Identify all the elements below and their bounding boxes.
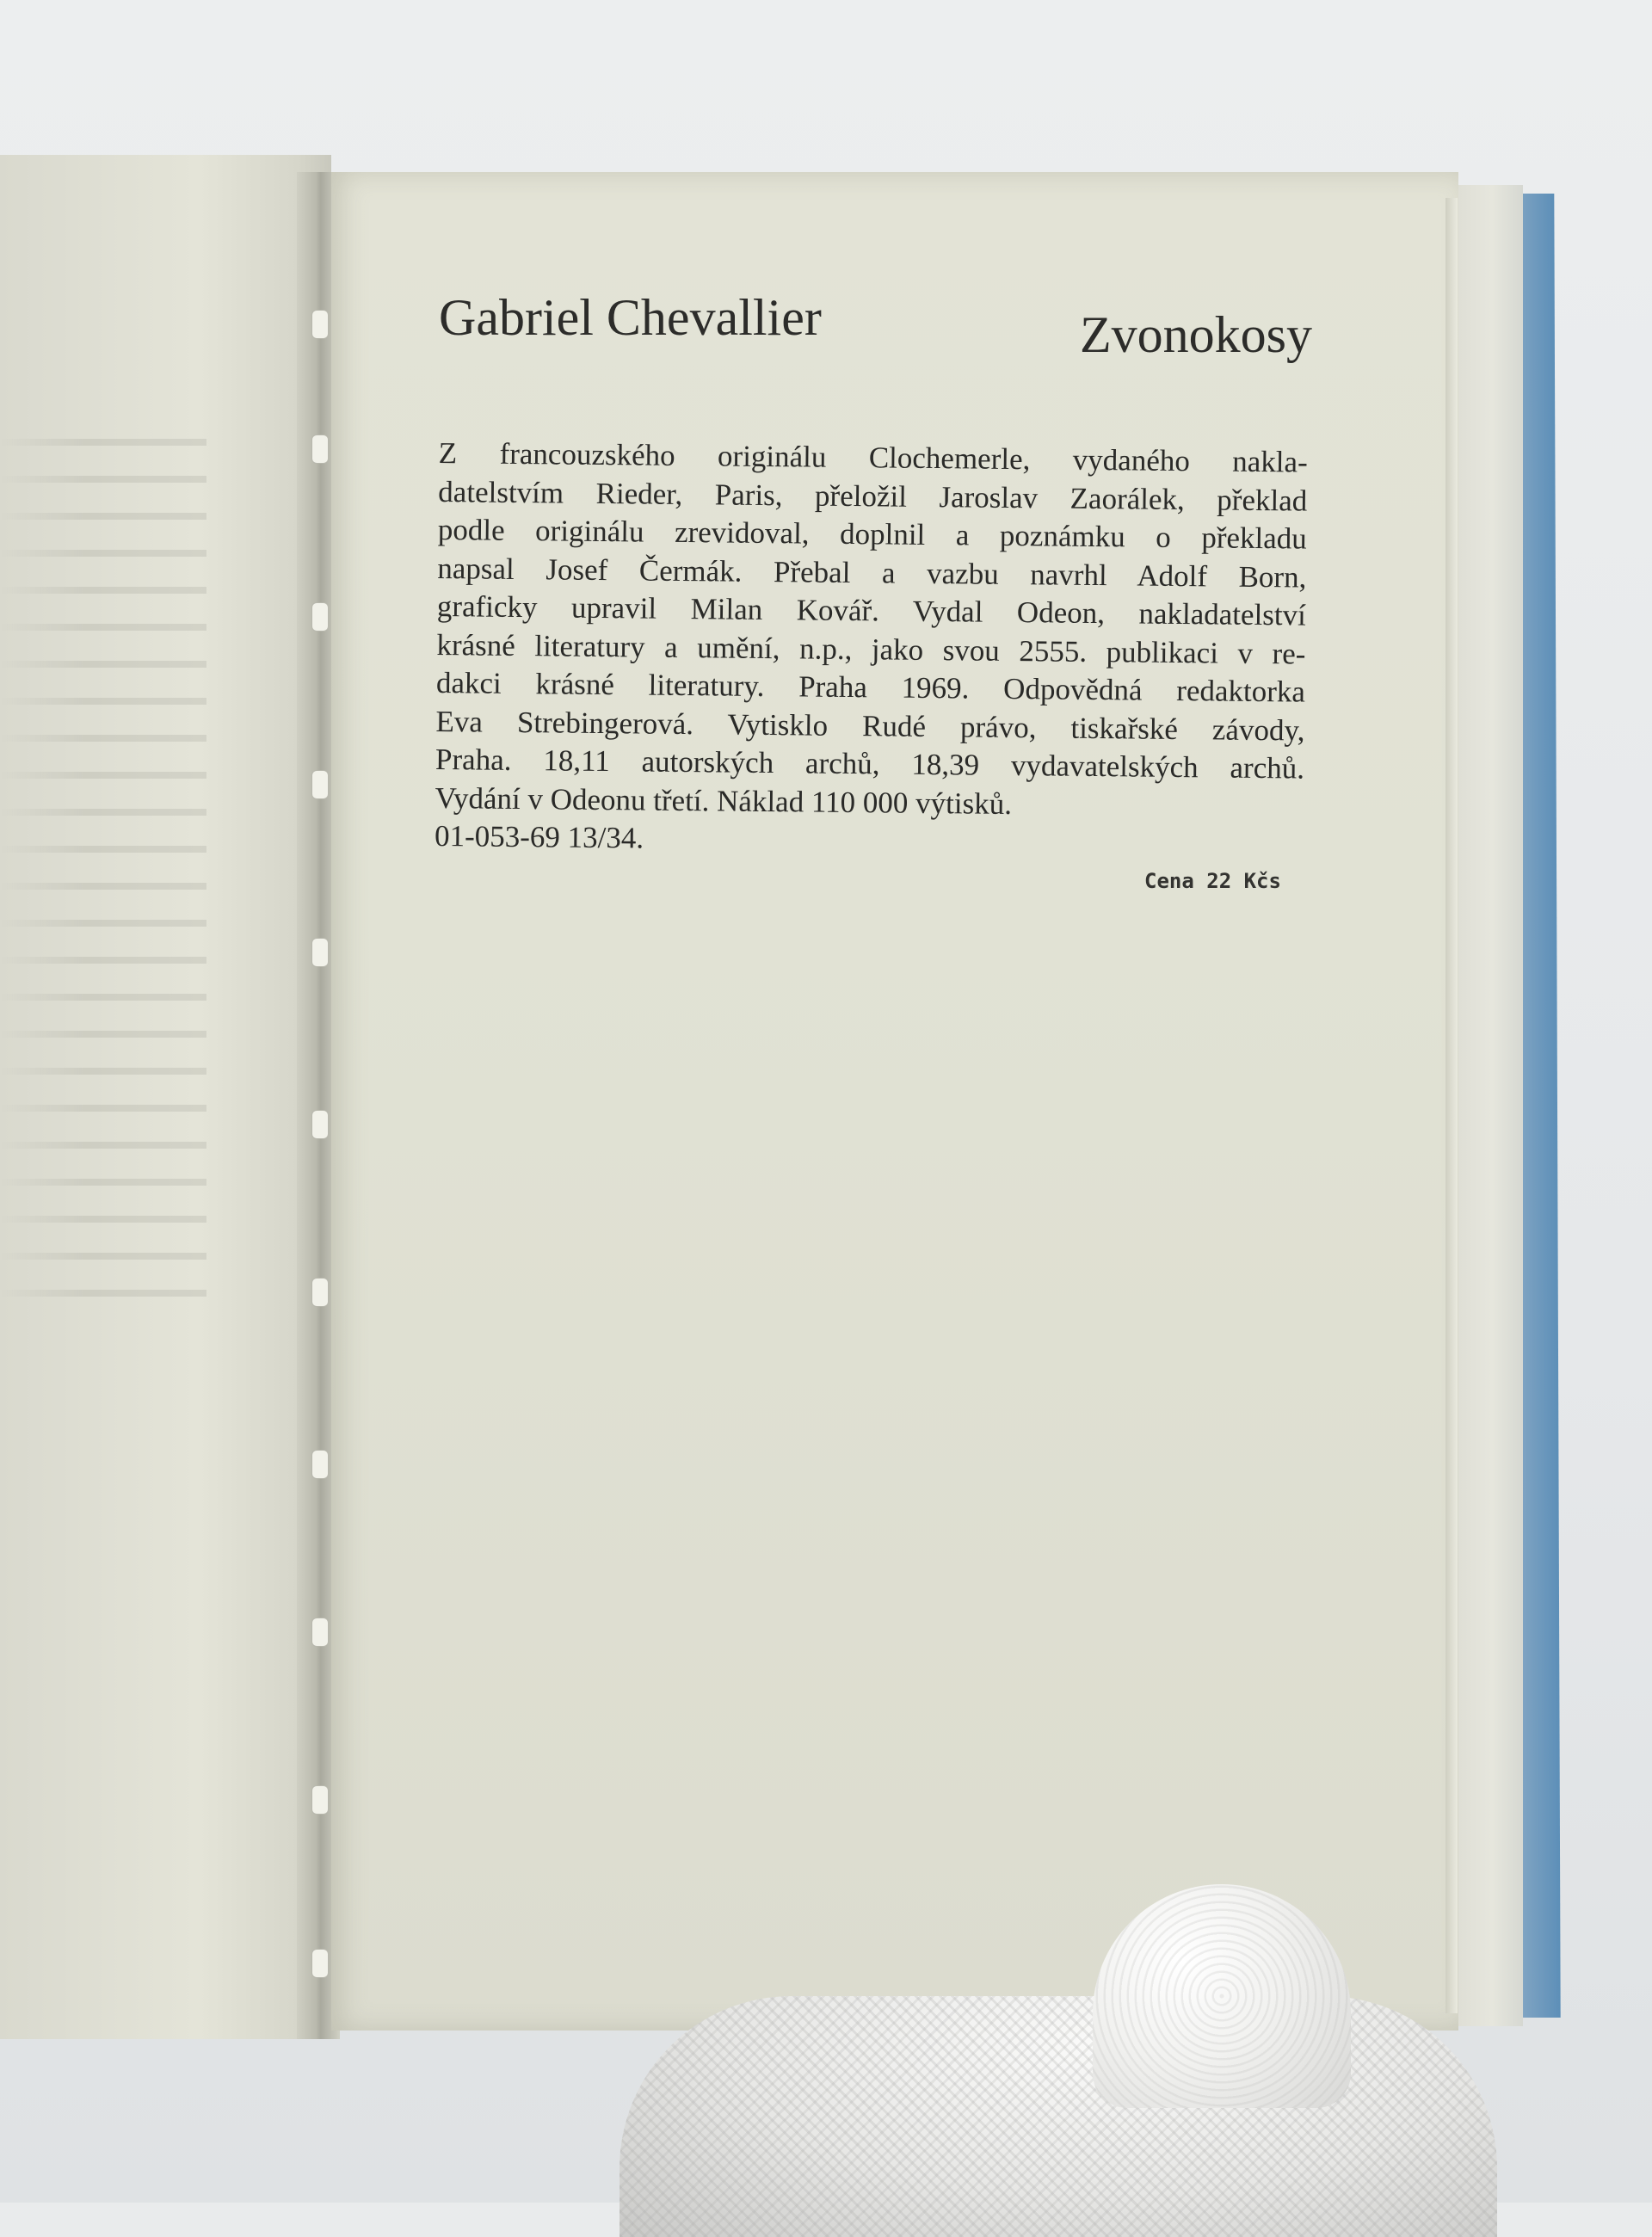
book-title: Zvonokosy: [1080, 306, 1312, 363]
colophon-line: Vydání v Odeonu třetí. Náklad 110 000 výtisků.: [435, 780, 1013, 821]
binding-stitch: [311, 1450, 329, 1479]
binding-stitch: [311, 770, 329, 799]
binding-stitch: [311, 1110, 329, 1139]
gloved-hand: [620, 1884, 1497, 2228]
binding-stitch: [311, 434, 329, 464]
colophon-line: Z francouzského originálu Clochemerle, vydaného nakla-: [438, 435, 1308, 479]
page-edge: [1446, 198, 1458, 2013]
colophon-line: napsal Josef Čermák. Přebal a vazbu navrhl Adolf Born,: [437, 551, 1307, 595]
left-page-show-through: [0, 413, 206, 1316]
glove-palm: [620, 1996, 1497, 2237]
author-name: Gabriel Chevallier: [439, 289, 822, 346]
colophon-line: datelstvím Rieder, Paris, přeložil Jaroslav Zaorálek, překlad: [438, 474, 1308, 518]
colophon-line: Eva Strebingerová. Vytisklo Rudé právo, tiskařské závody,: [435, 704, 1305, 748]
binding-stitch: [311, 310, 329, 339]
binding-stitch: [311, 1278, 329, 1307]
colophon-text: [435, 434, 1308, 865]
binding-stitch: [311, 602, 329, 632]
glove-thumb: [1093, 1884, 1351, 2108]
colophon-line: 01-053-69 13/34.: [434, 818, 644, 855]
colophon-line: dakci krásné literatury. Praha 1969. Odpovědná redaktorka: [435, 665, 1306, 709]
colophon-line: krásné literatury a umění, n.p., jako svou 2555. publikaci v re-: [436, 627, 1306, 671]
binding-stitch: [311, 1618, 329, 1647]
binding-stitch: [311, 1949, 329, 1978]
colophon-line: graficky upravil Milan Kovář. Vydal Odeon, nakladatelství: [436, 589, 1307, 632]
price-stamp: Cena 22 Kčs: [1144, 869, 1281, 893]
binding-stitch: [311, 1785, 329, 1815]
colophon-line: Praha. 18,11 autorských archů, 18,39 vydavatelských archů.: [435, 742, 1305, 786]
colophon-line: podle originálu zrevidoval, doplnil a poznámku o překladu: [437, 512, 1307, 556]
binding-stitch: [311, 938, 329, 967]
